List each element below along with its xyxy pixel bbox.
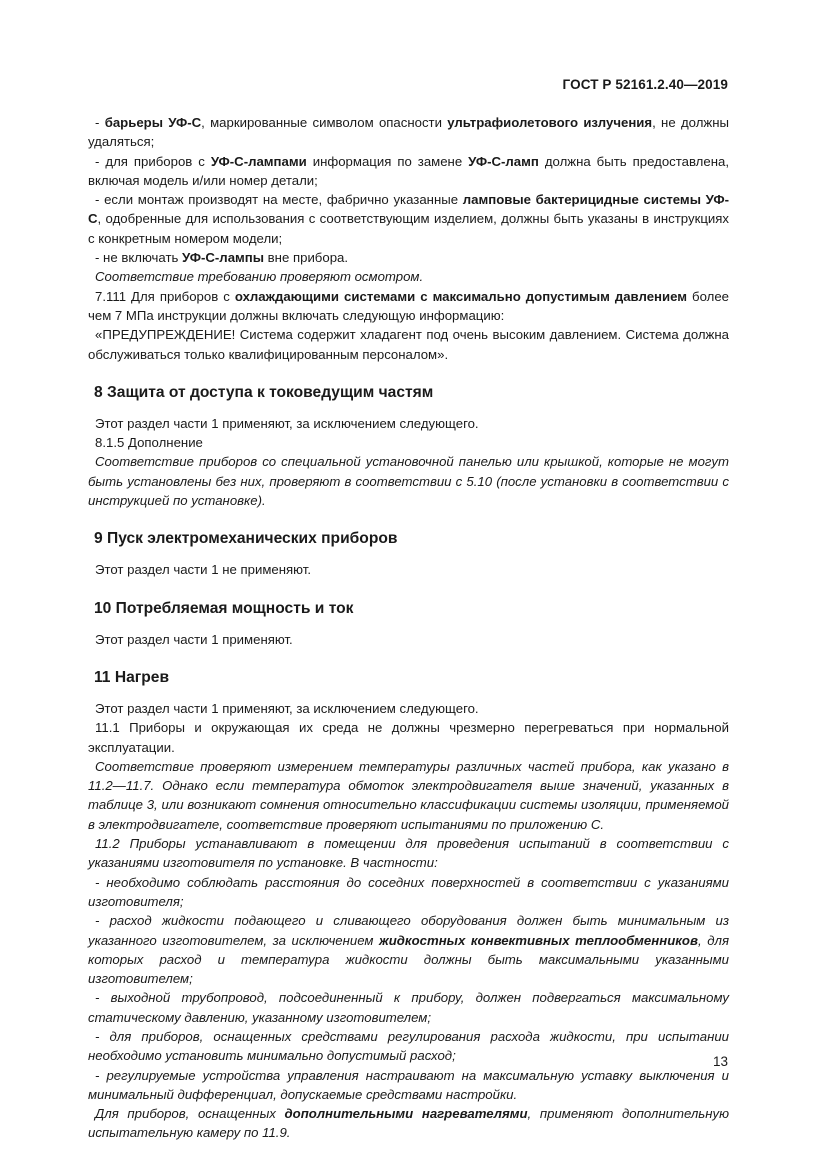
paragraph [88,414,729,433]
paragraph [88,267,729,286]
text-run: Соответствие проверяют измерением температуры различных частей прибора, как указано в 11.2—11.7. Однако если температура обмоток электродвигателя выше значений, указанных в таблице 3, или возникают сомнения относительно классификации системы изоляции, применяемой в электродвигателе, соответствие проверяют испытаниями по приложению С. [88,758,729,832]
text-run: - [95,115,105,130]
paragraph [88,757,729,834]
bold-term: УФ-С-лампы [182,250,265,266]
paragraph [88,988,729,1027]
paragraph [88,1066,729,1105]
page-number: 13 [712,1054,728,1069]
paragraph [88,452,729,510]
bold-term: жидкостных конвективных теплообменников [379,932,698,948]
bold-term: дополнительными нагревателями [284,1106,528,1122]
text-run: , маркированные символом опасности [201,115,448,130]
section-heading: 11 Нагрев [94,668,170,686]
document-code: ГОСТ Р 52161.2.40—2019 [562,77,728,92]
paragraph [88,873,729,912]
text-run: , одобренные для использования с соответствующим изделием, должны быть указаны в инструкциях с конкретным номером модели; [88,211,729,246]
text-run: - для приборов, оснащенных средствами регулирования расхода жидкости, при испытании необходимо установить минимально допустимый расход; [88,1028,729,1064]
text-run: - необходимо соблюдать расстояния до соседних поверхностей в соответствии с указаниями изготовителя; [88,874,729,909]
paragraph [88,911,729,988]
paragraph [88,1104,729,1143]
paragraph [88,560,729,579]
text-run: 7.111 Для приборов с [95,288,235,304]
text-run: - выходной трубопровод, подсоединенный к прибору, должен подвергаться максимальному статическому давлению, указанному изготовителем; [88,990,729,1025]
text-run: Этот раздел части 1 применяют, за исключением следующего. [95,415,479,431]
bold-term: УФ-С-ламп [468,153,539,169]
paragraph [88,630,729,649]
text-run: должна быть предоставлена, включая модель и/или номер детали; [88,153,729,188]
text-run: вне прибора. [264,250,349,266]
text-run: , для которых расход и температура жидкости должны быть максимальными указанными изготовителем; [88,932,729,987]
text-run: - если монтаж производят на месте, фабрично указанные [95,192,463,208]
bold-term: охлаждающими системами с максимально допустимым давлением [234,288,688,304]
paragraph [88,248,729,267]
section-heading: 9 Пуск электромеханических приборов [94,530,398,548]
bold-term: ультрафиолетового излучения [447,115,653,130]
text-run: 11.2 Приборы устанавливают в помещении для проведения испытаний в соответствии с указаниями изготовителя по установке. В частности: [88,836,729,871]
text-run: более чем 7 МПа инструкции должны включать следующую информацию: [88,288,730,323]
text-run: - не включать [95,250,183,266]
text-run: Этот раздел части 1 не применяют. [95,562,312,578]
paragraph [88,1027,729,1066]
text-run: Соответствие приборов со специальной установочной панелью или крышкой, которые не могут быть установлены без них, проверяют в соответствии с 5.10 (после установки в соответствии с инструкцией по установке). [88,454,729,509]
paragraph [88,190,729,248]
bold-term: ламповые бактерицидные системы УФ-С [88,192,730,227]
text-run: Этот раздел части 1 применяют. [95,631,293,647]
text-run: «ПРЕДУПРЕЖДЕНИЕ! Система содержит хладагент под очень высоким давлением. Система должна обслуживаться только квалифицированным персоналом». [88,327,729,362]
text-run: - для приборов с [95,153,211,169]
paragraph [88,113,729,152]
paragraph [88,287,729,326]
text-run: Для приборов, оснащенных [95,1106,285,1122]
paragraph [88,152,729,191]
text-run: Соответствие требованию проверяют осмотром. [95,269,424,285]
text-run: 11.1 Приборы и окружающая их среда не должны чрезмерно перегреваться при нормальной эксплуатации. [88,720,729,755]
text-run: 8.1.5 Дополнение [95,435,203,451]
text-run: , применяют дополнительную испытательную камеру по 11.9. [88,1106,729,1141]
paragraph [88,834,729,873]
bold-term: УФ-С-лампами [210,153,307,169]
document-body [88,113,729,1143]
bold-term: барьеры УФ-С [104,115,202,130]
paragraph [88,699,729,718]
paragraph [88,718,729,757]
text-run: информация по замене [306,153,469,169]
text-run: , не должны удаляться; [88,115,729,150]
section-heading: 8 Защита от доступа к токоведущим частям [94,383,434,401]
paragraph [88,325,729,364]
paragraph [88,433,729,452]
section-heading: 10 Потребляемая мощность и ток [94,599,354,617]
text-run: - расход жидкости подающего и сливающего оборудования должен быть минимальным из указанного изготовителем, за исключением [88,913,729,948]
text-run: Этот раздел части 1 применяют, за исключением следующего. [95,700,479,716]
text-run: - регулируемые устройства управления настраивают на максимальную уставку выключения и минимальный дифференциал, допускаемые средствами настройки. [88,1067,729,1102]
